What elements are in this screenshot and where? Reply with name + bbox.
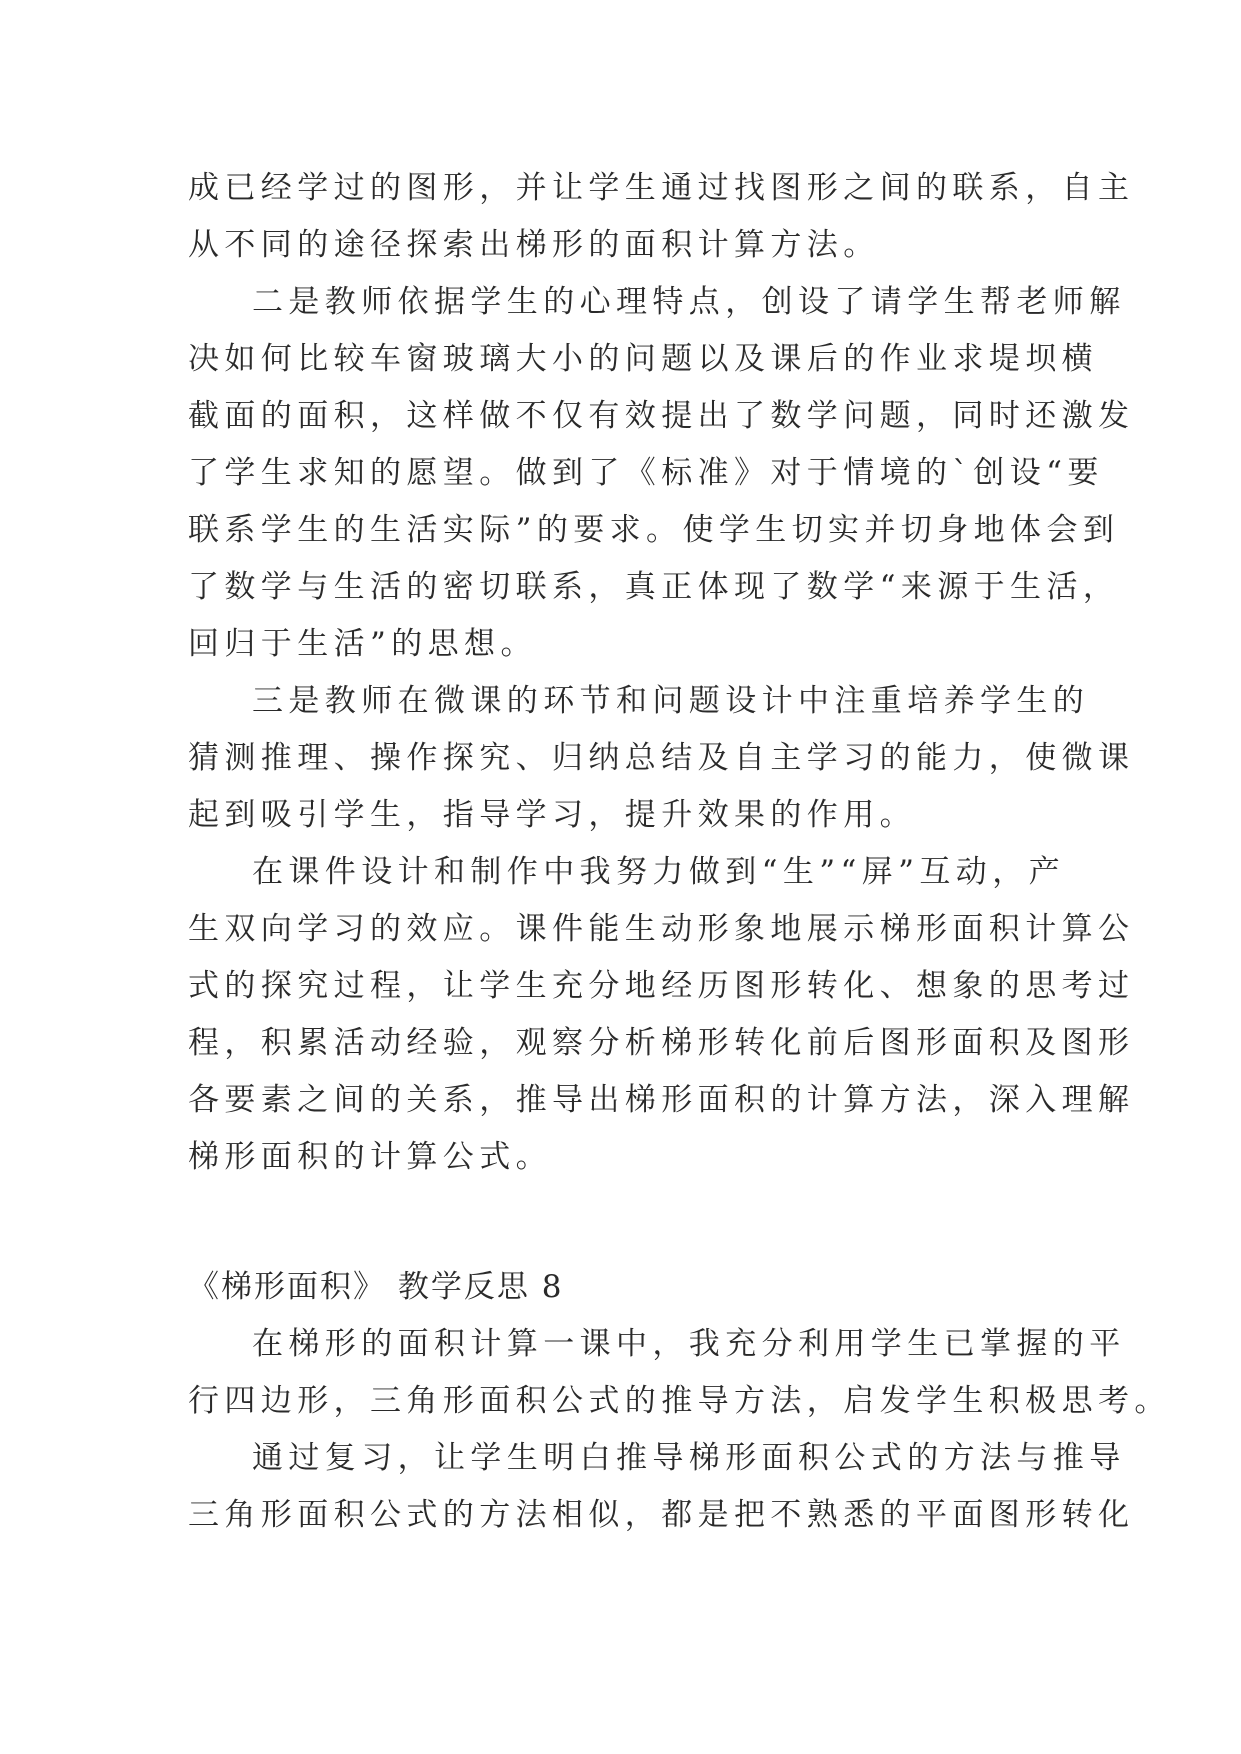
paragraph-second-point <box>188 274 1135 673</box>
text-line: 了数学与生活的密切联系，真正体现了数学“来源于生活， <box>188 569 1120 605</box>
text-line: 二是教师依据学生的心理特点，创设了请学生帮老师解 <box>252 284 1126 320</box>
text-line: 三是教师在微课的环节和问题设计中注重培养学生的 <box>252 683 1090 719</box>
text-line: 三角形面积公式的方法相似，都是把不熟悉的平面图形转化 <box>188 1497 1135 1533</box>
text-line: 截面的面积，这样做不仅有效提出了数学问题，同时还激发 <box>188 398 1135 434</box>
section-heading: 《梯形面积》 教学反思 8 <box>188 1269 564 1305</box>
paragraph-third-point <box>188 673 1135 844</box>
text-line: 在梯形的面积计算一课中，我充分利用学生已掌握的平 <box>252 1326 1126 1362</box>
document-page <box>188 160 1171 1544</box>
text-line: 了学生求知的愿望。做到了《标准》对于情境的`创设“要 <box>188 455 1104 491</box>
text-line: 式的探究过程，让学生充分地经历图形转化、想象的思考过 <box>188 968 1135 1004</box>
text-line: 通过复习，让学生明白推导梯形面积公式的方法与推导 <box>252 1440 1126 1476</box>
text-line: 在课件设计和制作中我努力做到“生”“屏”互动，产 <box>252 854 1065 890</box>
text-line: 程，积累活动经验，观察分析梯形转化前后图形面积及图形 <box>188 1025 1135 1061</box>
paragraph-courseware <box>188 844 1135 1186</box>
text-line: 决如何比较车窗玻璃大小的问题以及课后的作业求堤坝横 <box>188 341 1098 377</box>
text-line: 生双向学习的效应。课件能生动形象地展示梯形面积计算公 <box>188 911 1135 947</box>
paragraph-continued <box>188 160 1135 274</box>
text-line: 梯形面积的计算公式。 <box>188 1139 552 1175</box>
text-line: 联系学生的生活实际”的要求。使学生切实并切身地体会到 <box>188 512 1120 548</box>
text-line: 回归于生活”的思想。 <box>188 626 537 662</box>
section-spacer <box>188 1186 1056 1259</box>
paragraph-intro <box>188 1316 1171 1430</box>
text-line: 各要素之间的关系，推导出梯形面积的计算方法，深入理解 <box>188 1082 1135 1118</box>
text-line: 起到吸引学生，指导学习，提升效果的作用。 <box>188 797 916 833</box>
text-line: 行四边形，三角形面积公式的推导方法，启发学生积极思考。 <box>188 1383 1171 1419</box>
text-line: 从不同的途径探索出梯形的面积计算方法。 <box>188 227 880 263</box>
paragraph-review <box>188 1430 1135 1544</box>
text-line: 猜测推理、操作探究、归纳总结及自主学习的能力，使微课 <box>188 740 1135 776</box>
text-line: 成已经学过的图形，并让学生通过找图形之间的联系，自主 <box>188 170 1135 206</box>
